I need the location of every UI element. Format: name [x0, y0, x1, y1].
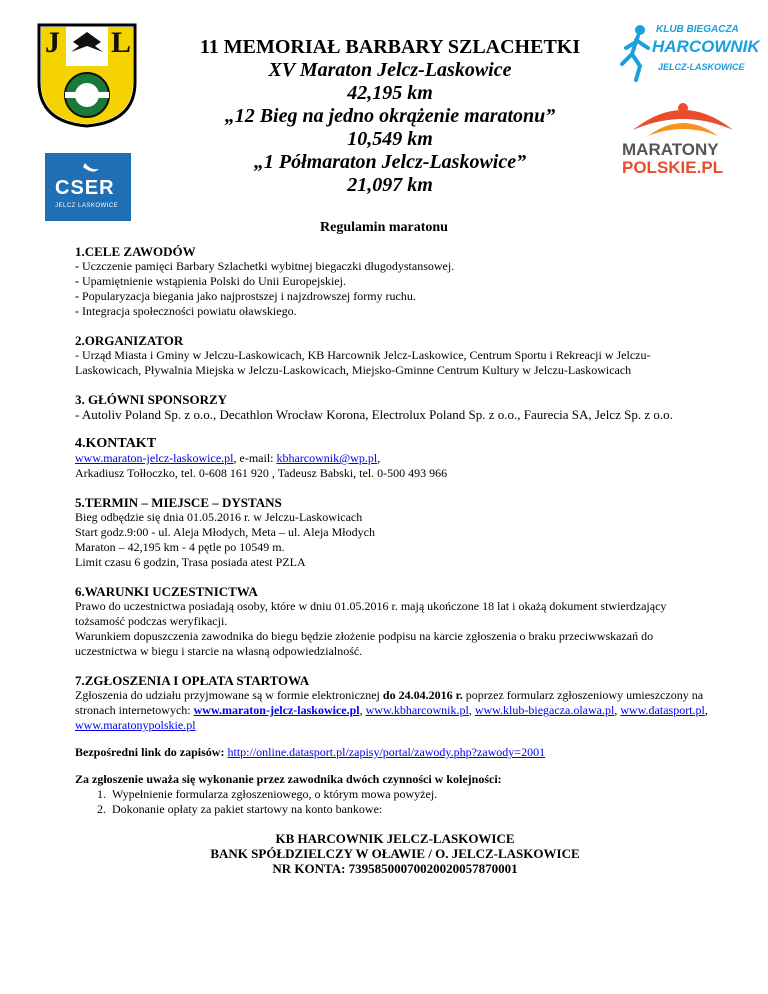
- maratony-line2: POLSKIE.PL: [622, 158, 724, 177]
- conditions-p2: Warunkiem dopuszczenia zawodnika do biegu będzie złożenie podpisu na karcie zgłoszenia o braku przeciwwskazań do uczestnictwa w biegu i starcie na własną odpowiedzialność.: [75, 629, 654, 658]
- organizer-text: - Urząd Miasta i Gminy w Jelczu-Laskowicach, KB Harcownik Jelcz-Laskowice, Centrum Sportu i Rekreacji w Jelczu-Laskowicach, Pływalnia Miejska w Jelczu-Laskowicach, Miejsko-Gminne Centrum Kultury w Jelczu-Laskowicach: [75, 348, 651, 377]
- kbharcownik-link[interactable]: www.kbharcownik.pl: [365, 703, 469, 717]
- title-sub6: 21,097 km: [347, 174, 433, 196]
- section2-heading: 2.ORGANIZATOR: [75, 333, 184, 348]
- cser-logo-sub: JELCZ LASKOWICE: [55, 203, 119, 209]
- registration-main-link[interactable]: www.maraton-jelcz-laskowice.pl: [193, 703, 360, 717]
- registration-text: Zgłoszenia do udziału przyjmowane są w formie elektronicznej do 24.04.2016 r. poprzez formularz zgłoszeniowy umieszczony na stronach internetowych: www.maraton-jelcz-laskowice.pl, www.kbharcownik.pl, www.klub-biegacza.olawa.pl, www.datasport.pl, www.maratonypolskie.pl: [75, 688, 708, 732]
- list-item: - Popularyzacja biegania jako najprostszej i najzdrowszej formy ruchu.: [75, 289, 416, 303]
- steps-heading: Za zgłoszenie uważa się wykonanie przez zawodnika dwóch czynności w kolejności:: [75, 772, 502, 786]
- title-main: 11 MEMORIAŁ BARBARY SZLACHETKI: [199, 36, 581, 58]
- conditions-p1: Prawo do uczestnictwa posiadają osoby, które w dniu 01.05.2016 r. mają ukończone 18 lat i okażą dokument stwierdzający tożsamość podczas weryfikacji.: [75, 599, 667, 628]
- harcownik-line3: JELCZ-LASKOWICE: [658, 62, 745, 72]
- title-block: [160, 36, 620, 197]
- cser-logo: [45, 153, 131, 221]
- title-sub4: 10,549 km: [347, 128, 433, 150]
- direct-signup-link[interactable]: http://online.datasport.pl/zapisy/portal/zawody.php?zawody=2001: [227, 745, 546, 759]
- section4-heading: 4.KONTAKT: [75, 436, 157, 451]
- term-line: Start godz.9:00 - ul. Aleja Młodych, Meta – ul. Aleja Młodych: [75, 525, 375, 539]
- title-sub3: „12 Bieg na jedno okrążenie maratonu”: [224, 105, 556, 127]
- title-sub5: „1 Półmaraton Jelcz-Laskowice”: [253, 151, 527, 173]
- maratony-polskie-logo: [618, 100, 748, 180]
- klub-biegacza-link[interactable]: www.klub-biegacza.olawa.pl: [474, 703, 615, 717]
- document-body: [75, 244, 715, 876]
- bank-account-number: NR KONTA: 73958500070020020057870001: [272, 861, 518, 876]
- step-item: 2. Dokonanie opłaty za pakiet startowy na konto bankowe:: [97, 802, 383, 816]
- contact-persons: Arkadiusz Tołłoczko, tel. 0-608 161 920 , Tadeusz Babski, tel. 0-500 493 966: [75, 466, 448, 480]
- list-item: - Uczczenie pamięci Barbary Szlachetki wybitnej biegaczki długodystansowej.: [75, 259, 455, 273]
- section1-heading: 1.CELE ZAWODÓW: [75, 244, 196, 259]
- crest-letter-l: L: [111, 26, 132, 59]
- contact-line: www.maraton-jelcz-laskowice.pl, e-mail: kbharcownik@wp.pl,: [75, 451, 381, 465]
- list-item: - Integracja społeczności powiatu oławskiego.: [75, 304, 297, 318]
- bank-account-owner: KB HARCOWNIK JELCZ-LASKOWICE: [275, 831, 515, 846]
- datasport-link[interactable]: www.datasport.pl: [620, 703, 705, 717]
- section5-heading: 5.TERMIN – MIEJSCE – DYSTANS: [75, 495, 282, 510]
- term-line: Limit czasu 6 godzin, Trasa posiada atest PZLA: [75, 555, 306, 569]
- maratonypolskie-link[interactable]: www.maratonypolskie.pl: [75, 718, 196, 732]
- bank-details: [75, 831, 715, 876]
- direct-link-line: Bezpośredni link do zapisów: http://online.datasport.pl/zapisy/portal/zawody.php?zawody=2001: [75, 745, 546, 759]
- bank-name: BANK SPÓŁDZIELCZY W OŁAWIE / O. JELCZ-LASKOWICE: [210, 846, 580, 861]
- list-item: - Upamiętnienie wstąpienia Polski do Unii Europejskiej.: [75, 274, 346, 288]
- cser-logo-text: CSER: [55, 177, 115, 199]
- harcownik-logo: [618, 20, 760, 88]
- email-link[interactable]: kbharcownik@wp.pl: [276, 451, 378, 465]
- harcownik-line2: HARCOWNIK: [652, 37, 760, 56]
- term-line: Maraton – 42,195 km - 4 pętle po 10549 m.: [75, 540, 285, 554]
- crest-letter-j: J: [45, 26, 60, 59]
- step-item: 1. Wypełnienie formularza zgłoszeniowego, o którym mowa powyżej.: [97, 787, 438, 801]
- section6-heading: 6.WARUNKI UCZESTNICTWA: [75, 584, 258, 599]
- regulamin-title: Regulamin maratonu: [320, 220, 448, 235]
- section3-heading: 3. GŁÓWNI SPONSORZY: [75, 392, 228, 407]
- maratony-line1: MARATONY: [622, 140, 719, 159]
- term-line: Bieg odbędzie się dnia 01.05.2016 r. w Jelczu-Laskowicach: [75, 510, 363, 524]
- sponsors-text: - Autoliv Poland Sp. z o.o., Decathlon Wrocław Korona, Electrolux Poland Sp. z o.o., Faurecia SA, Jelcz Sp. z o.o.: [75, 407, 673, 422]
- harcownik-line1: KLUB BIEGACZA: [656, 24, 739, 35]
- crest-logo: [36, 22, 138, 128]
- title-sub2: 42,195 km: [347, 82, 433, 104]
- section7-heading: 7.ZGŁOSZENIA I OPŁATA STARTOWA: [75, 673, 310, 688]
- title-sub1: XV Maraton Jelcz-Laskowice: [268, 59, 512, 81]
- website-link[interactable]: www.maraton-jelcz-laskowice.pl: [75, 451, 234, 465]
